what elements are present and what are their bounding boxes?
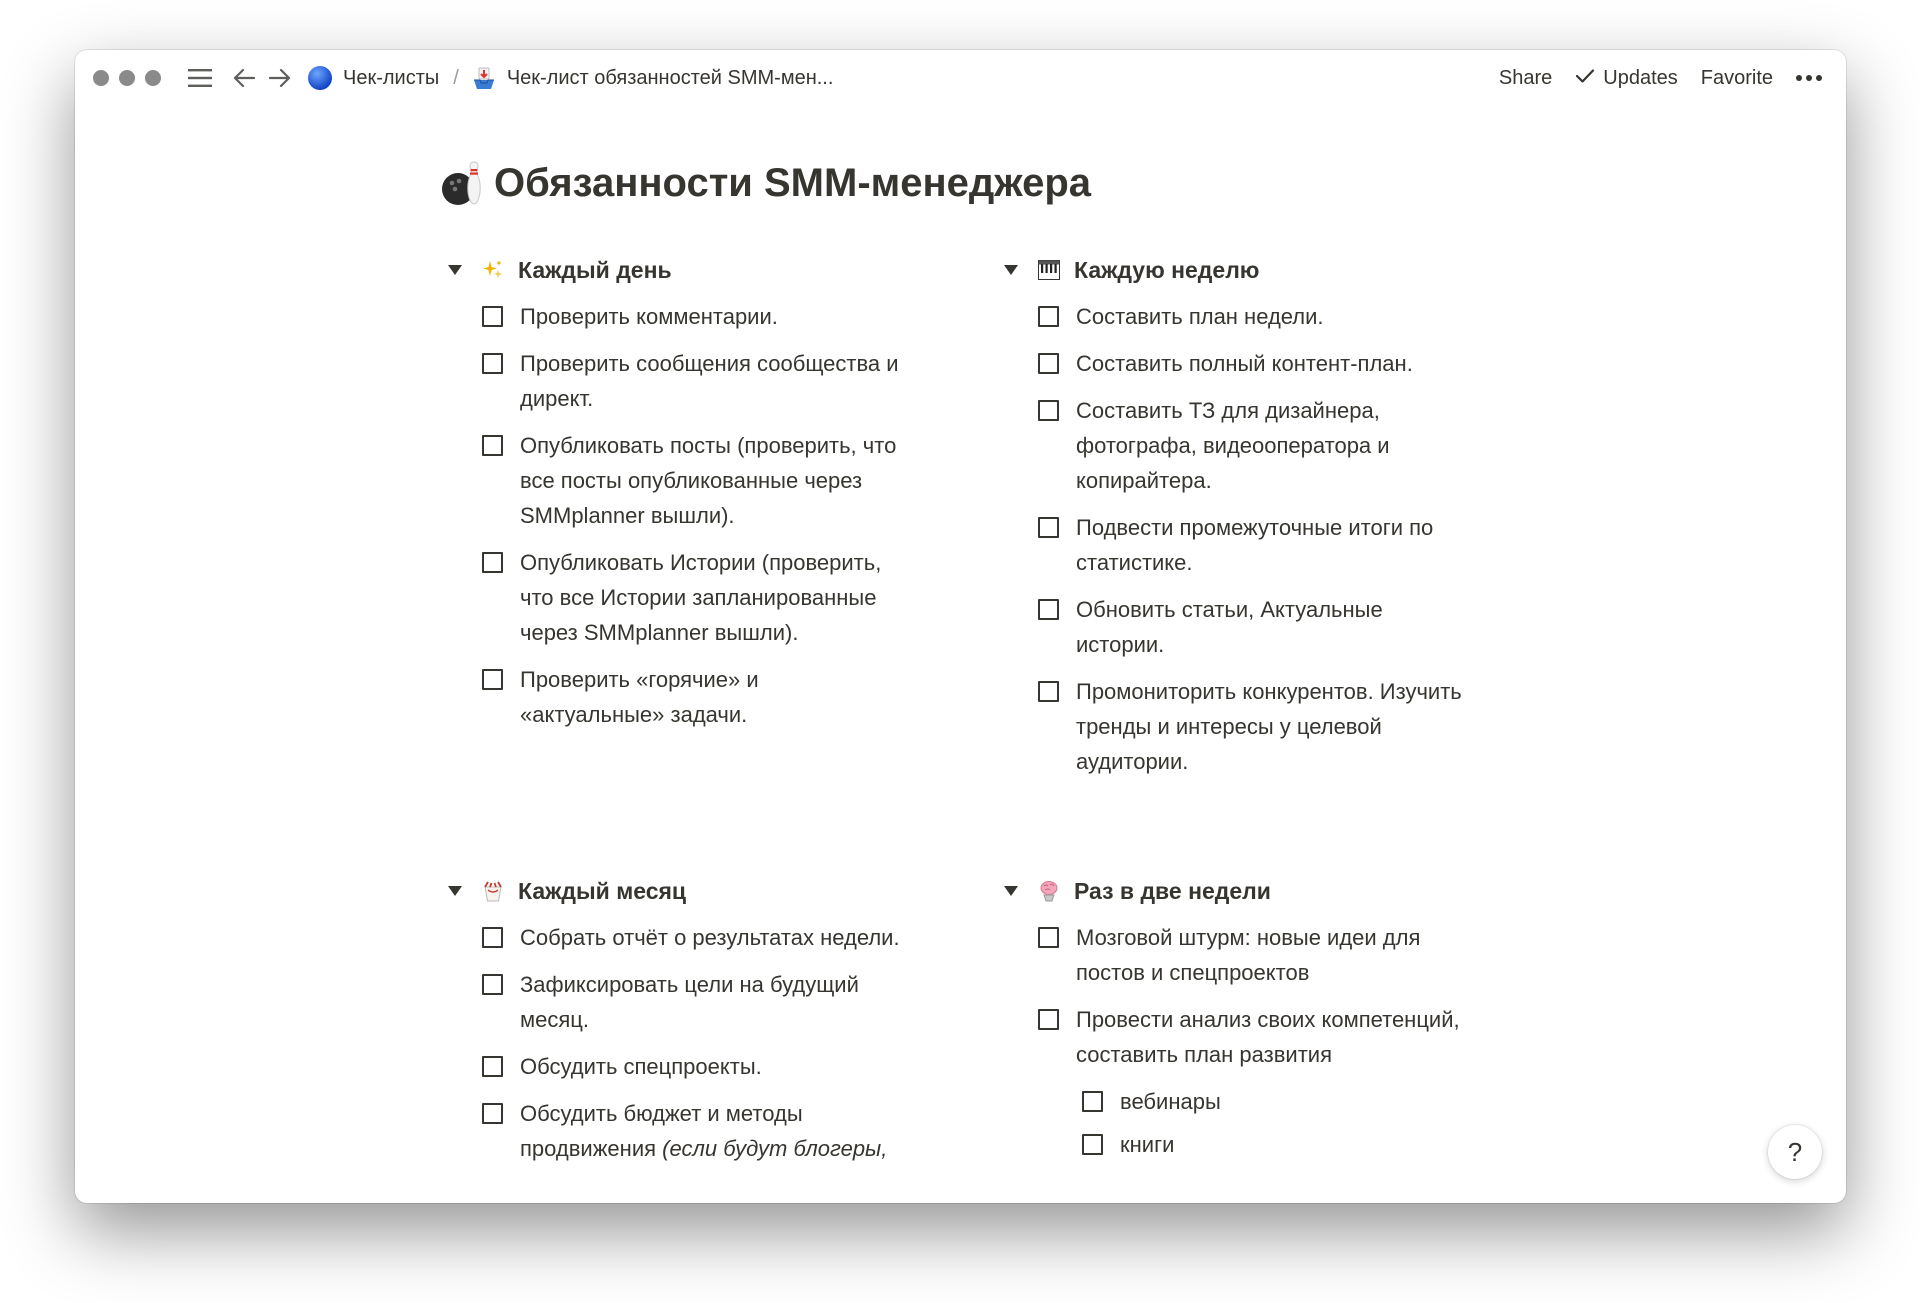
todo-text[interactable]: Провести анализ своих компетенций, составить план развития — [1076, 1007, 1460, 1067]
todo-item — [1038, 346, 1464, 381]
minimize-window-button[interactable] — [119, 70, 135, 86]
sidebar-menu-icon[interactable] — [187, 65, 213, 91]
share-button[interactable] — [1499, 67, 1552, 90]
todo-item — [482, 1096, 908, 1166]
todo-text[interactable]: вебинары — [1120, 1089, 1221, 1114]
todo-checkbox[interactable] — [1038, 681, 1059, 702]
todo-item — [482, 967, 908, 1037]
updates-label: Updates — [1603, 66, 1678, 89]
todo-text[interactable]: Собрать отчёт о результатах недели. — [520, 925, 900, 950]
page-title — [440, 160, 1091, 206]
todo-checkbox[interactable] — [482, 974, 503, 995]
section-header — [448, 253, 908, 287]
updates-button[interactable] — [1575, 67, 1678, 90]
todo-checkbox[interactable] — [1038, 306, 1059, 327]
todo-item — [1038, 920, 1464, 990]
todo-text[interactable]: Обсудить спецпроекты. — [520, 1054, 762, 1079]
todo-item — [1038, 510, 1464, 580]
section-biweekly — [1004, 874, 1464, 1170]
todo-item — [482, 545, 908, 650]
todo-checkbox[interactable] — [1038, 517, 1059, 538]
todo-item — [482, 662, 908, 732]
todo-checkbox[interactable] — [1038, 400, 1059, 421]
share-label: Share — [1498, 66, 1553, 89]
todo-checkbox[interactable] — [482, 927, 503, 948]
close-window-button[interactable] — [93, 70, 109, 86]
todo-text[interactable]: Зафиксировать цели на будущий месяц. — [520, 972, 859, 1032]
section-header — [1004, 253, 1464, 287]
todo-checkbox[interactable] — [482, 1056, 503, 1077]
todo-text[interactable]: Подвести промежуточные итоги по статистике. — [1076, 515, 1434, 575]
todo-checkbox[interactable] — [482, 353, 503, 374]
todo-item — [482, 1049, 908, 1084]
todo-item — [1038, 393, 1464, 498]
checkmark-icon — [1575, 67, 1595, 90]
section-title: Раз в две недели — [1074, 877, 1271, 904]
page-title-text: Обязанности SMM-менеджера — [494, 160, 1092, 205]
todo-text[interactable]: Опубликовать Истории (проверить, что все Истории запланированные через SMMplanner вышли). — [520, 550, 882, 645]
section-header — [448, 874, 908, 908]
more-options-icon[interactable] — [1796, 75, 1822, 81]
sparkle-icon — [482, 259, 504, 281]
todo-text[interactable]: Мозговой штурм: новые идеи для постов и спецпроектов — [1076, 925, 1421, 985]
todo-text[interactable]: книги — [1120, 1132, 1175, 1157]
todo-text-italic: (если будут блогеры, — [662, 1136, 888, 1161]
todo-checkbox[interactable] — [1038, 927, 1059, 948]
todo-text[interactable]: Составить план недели. — [1076, 304, 1324, 329]
breadcrumb — [307, 65, 833, 91]
todo-text[interactable]: Опубликовать посты (проверить, что все посты опубликованные через SMMplanner вышли). — [520, 433, 897, 528]
breadcrumb-item-current-page[interactable] — [471, 65, 834, 91]
inbox-tray-icon — [471, 65, 497, 91]
brain-icon — [1038, 880, 1060, 902]
help-button[interactable]: ? — [1768, 1125, 1822, 1179]
todo-text[interactable]: Промониторить конкурентов. Изучить тренды и интересы у целевой аудитории. — [1076, 679, 1462, 774]
todo-item — [1038, 299, 1464, 334]
todo-subitem — [1082, 1084, 1464, 1119]
bowling-icon — [440, 160, 484, 206]
toggle-triangle-icon[interactable] — [1004, 885, 1018, 897]
zoom-window-button[interactable] — [145, 70, 161, 86]
top-bar — [75, 50, 1846, 106]
todo-checkbox[interactable] — [482, 669, 503, 690]
todo-text[interactable]: Составить ТЗ для дизайнера, фотографа, видеооператора и копирайтера. — [1076, 398, 1390, 493]
todo-checkbox[interactable] — [1082, 1091, 1103, 1112]
section-monthly — [448, 874, 908, 1178]
todo-text[interactable]: Проверить «горячие» и «актуальные» задачи. — [520, 667, 759, 727]
todo-checkbox[interactable] — [1082, 1134, 1103, 1155]
takeout-box-icon — [482, 880, 504, 902]
todo-checkbox[interactable] — [482, 552, 503, 573]
favorite-label: Favorite — [1700, 66, 1773, 89]
toggle-triangle-icon[interactable] — [448, 264, 462, 276]
breadcrumb-label: Чек-листы — [343, 66, 440, 89]
section-title: Каждую неделю — [1074, 256, 1260, 283]
section-daily — [448, 253, 908, 744]
forward-arrow-icon[interactable] — [267, 65, 293, 91]
todo-checkbox[interactable] — [482, 435, 503, 456]
todo-item — [482, 299, 908, 334]
todo-item — [482, 920, 908, 955]
todo-text[interactable]: Проверить сообщения сообщества и директ. — [520, 351, 899, 411]
todo-text[interactable]: Составить полный контент-план. — [1076, 351, 1413, 376]
todo-text[interactable] — [520, 1096, 908, 1166]
todo-checkbox[interactable] — [1038, 1009, 1059, 1030]
topbar-actions — [1499, 67, 1822, 90]
todo-item — [1038, 1002, 1464, 1072]
todo-subitem — [1082, 1127, 1464, 1162]
app-window — [75, 50, 1846, 1203]
todo-item — [1038, 592, 1464, 662]
blue-circle-icon — [307, 65, 333, 91]
todo-text[interactable]: Проверить комментарии. — [520, 304, 778, 329]
todo-item — [1038, 674, 1464, 779]
toggle-triangle-icon[interactable] — [1004, 264, 1018, 276]
favorite-button[interactable] — [1701, 67, 1773, 90]
section-weekly — [1004, 253, 1464, 791]
window-controls — [93, 70, 161, 86]
todo-text[interactable]: Обновить статьи, Актуальные истории. — [1076, 597, 1383, 657]
todo-checkbox[interactable] — [482, 1103, 503, 1124]
section-title: Каждый день — [518, 256, 672, 283]
breadcrumb-item-checklists[interactable] — [307, 65, 439, 91]
back-arrow-icon[interactable] — [231, 65, 257, 91]
todo-item — [482, 428, 908, 533]
todo-item — [482, 346, 908, 416]
breadcrumb-label: Чек-лист обязанностей SMM-мен... — [506, 66, 834, 89]
todo-text-main: Обсудить бюджет и методы продвижения — [520, 1101, 803, 1161]
toggle-triangle-icon[interactable] — [448, 885, 462, 897]
todo-checkbox[interactable] — [1038, 599, 1059, 620]
section-header — [1004, 874, 1464, 908]
section-title: Каждый месяц — [518, 877, 687, 904]
todo-checkbox[interactable] — [482, 306, 503, 327]
breadcrumb-separator: / — [453, 66, 459, 89]
piano-keys-icon — [1038, 259, 1060, 281]
todo-checkbox[interactable] — [1038, 353, 1059, 374]
